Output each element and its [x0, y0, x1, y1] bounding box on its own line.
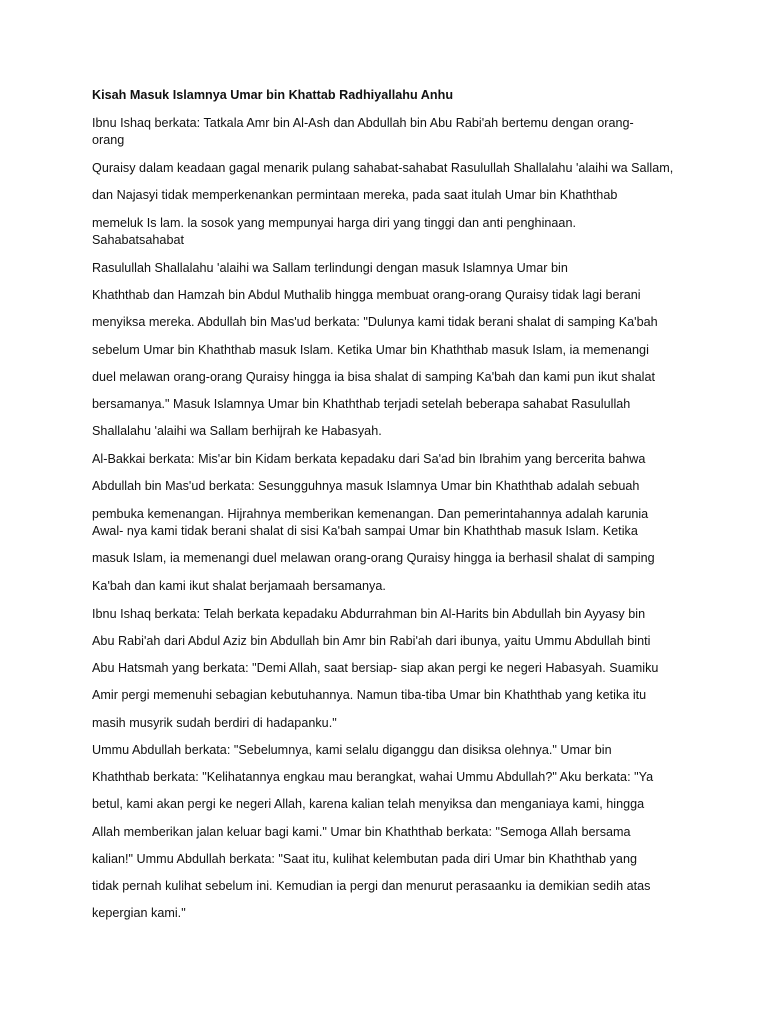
text-line: kalian!" Ummu Abdullah berkata: "Saat itu, kulihat kelembutan pada diri Umar bin Khaththab yang — [92, 852, 637, 866]
text-line: masuk Islam, ia memenangi duel melawan orang-orang Quraisy hingga ia berhasil shalat di samping — [92, 551, 655, 565]
text-line: sebelum Umar bin Khaththab masuk Islam. Ketika Umar bin Khaththab masuk Islam, ia memenangi — [92, 343, 649, 357]
text-line: Ka'bah dan kami ikut shalat berjamaah bersamanya. — [92, 579, 386, 593]
text-line: Quraisy dalam keadaan gagal menarik pulang sahabat-sahabat Rasulullah Shallalahu 'alaihi wa Sallam, — [92, 161, 674, 175]
text-line: Amir pergi memenuhi sebagian kebutuhannya. Namun tiba-tiba Umar bin Khaththab yang ketika itu — [92, 688, 647, 702]
text-line: Abu Hatsmah yang berkata: "Demi Allah, saat bersiap- siap akan pergi ke negeri Habasyah. Suamiku — [92, 661, 659, 675]
text-line: Al-Bakkai berkata: Mis'ar bin Kidam berkata kepadaku dari Sa'ad bin Ibrahim yang bercerita bahwa — [92, 452, 646, 466]
text-line: duel melawan orang-orang Quraisy hingga ia bisa shalat di samping Ka'bah dan kami pun ikut shalat — [92, 370, 656, 384]
text-line: Khaththab berkata: "Kelihatannya engkau mau berangkat, wahai Ummu Abdullah?" Aku berkata: "Ya — [92, 770, 654, 784]
text-line: kepergian kami." — [92, 906, 186, 920]
text-line: Allah memberikan jalan keluar bagi kami." Umar bin Khaththab berkata: "Semoga Allah bersama — [92, 825, 631, 839]
document-title: Kisah Masuk Islamnya Umar bin Khattab Radhiyallahu Anhu — [92, 88, 454, 102]
text-line: masih musyrik sudah berdiri di hadapanku." — [92, 716, 337, 730]
text-line: Abu Rabi'ah dari Abdul Aziz bin Abdullah bin Amr bin Rabi'ah dari ibunya, yaitu Ummu Abdullah binti — [92, 634, 651, 648]
text-line: Ummu Abdullah berkata: "Sebelumnya, kami selalu diganggu dan disiksa olehnya." Umar bin — [92, 743, 612, 757]
text-line: Rasulullah Shallalahu 'alaihi wa Sallam terlindungi dengan masuk Islamnya Umar bin — [92, 261, 568, 275]
text-line: bersamanya." Masuk Islamnya Umar bin Khaththab terjadi setelah beberapa sahabat Rasulullah — [92, 397, 631, 411]
text-line: Sahabatsahabat — [92, 233, 185, 247]
text-line: Shallalahu 'alaihi wa Sallam berhijrah ke Habasyah. — [92, 424, 382, 438]
text-line: orang — [92, 133, 125, 147]
text-line: Abdullah bin Mas'ud berkata: Sesungguhnya masuk Islamnya Umar bin Khaththab adalah sebuah — [92, 479, 640, 493]
text-line: betul, kami akan pergi ke negeri Allah, karena kalian telah menyiksa dan menganiaya kami, hingga — [92, 797, 645, 811]
text-line: pembuka kemenangan. Hijrahnya memberikan kemenangan. Dan pemerintahannya adalah karunia — [92, 507, 649, 521]
text-line: memeluk Is lam. la sosok yang mempunyai harga diri yang tinggi dan anti penghinaan. — [92, 216, 576, 230]
text-line: dan Najasyi tidak memperkenankan permintaan mereka, pada saat itulah Umar bin Khaththab — [92, 188, 618, 202]
text-line: Khaththab dan Hamzah bin Abdul Muthalib hingga membuat orang-orang Quraisy tidak lagi berani — [92, 288, 641, 302]
text-line: Ibnu Ishaq berkata: Telah berkata kepadaku Abdurrahman bin Al-Harits bin Abdullah bin Ayyasy bin — [92, 607, 646, 621]
text-line: menyiksa mereka. Abdullah bin Mas'ud berkata: "Dulunya kami tidak berani shalat di samping Ka'bah — [92, 315, 658, 329]
text-line: Ibnu Ishaq berkata: Tatkala Amr bin Al-Ash dan Abdullah bin Abu Rabi'ah bertemu dengan orang- — [92, 116, 634, 130]
text-line: tidak pernah kulihat sebelum ini. Kemudian ia pergi dan menurut perasaanku ia demikian sedih atas — [92, 879, 651, 893]
text-line: Awal- nya kami tidak berani shalat di sisi Ka'bah sampai Umar bin Khaththab masuk Islam. Ketika — [92, 524, 638, 538]
